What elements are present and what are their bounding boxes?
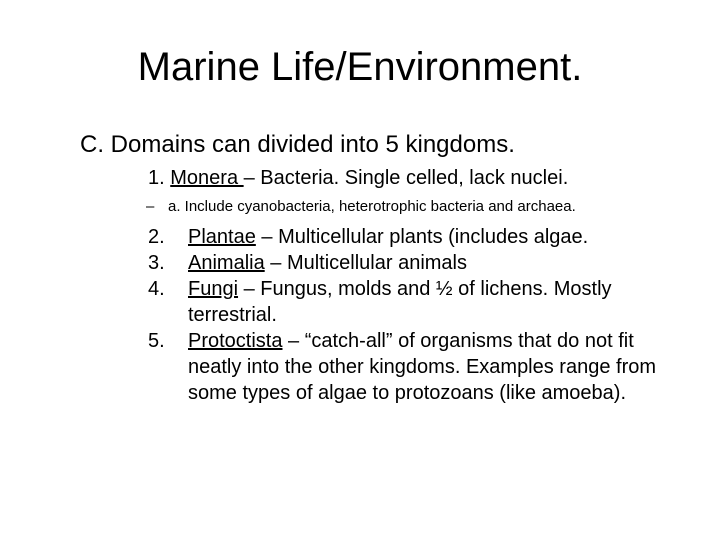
slide-title: Marine Life/Environment. [137,45,583,89]
kingdom-name-fungi: Fungi [188,278,239,300]
sub-item-monera-a [146,197,576,217]
section-heading: C. Domains can divided into 5 kingdoms. [80,131,515,158]
list-item-monera [148,165,568,191]
kingdom-name-animalia: Animalia [188,252,265,274]
kingdom-name-plantae: Plantae [188,226,256,248]
list-item-animalia [148,250,688,276]
item-description: – Fungus, molds and ½ of lichens. Mostly terrestrial. [188,278,612,326]
kingdom-name-protoctista: Protoctista [188,330,283,352]
dash-bullet: – [146,198,155,215]
kingdom-list [148,224,688,406]
item-number: 1. [148,167,165,189]
item-number: 4. [148,278,165,300]
list-item-protoctista [148,328,688,406]
item-description: – Bacteria. Single celled, lack nuclei. [243,167,569,189]
sub-item-text: a. Include cyanobacteria, heterotrophic bacteria and archaea. [168,198,576,215]
item-number: 5. [148,330,165,352]
item-description: – “catch-all” of organisms that do not fit neatly into the other kingdoms. Examples range from some types of algae to protozoans (like amoeba). [188,330,657,404]
list-item-plantae [148,224,688,250]
item-number: 3. [148,252,165,274]
item-number: 2. [148,226,165,248]
item-description: – Multicellular plants (includes algae. [255,226,589,248]
list-item-fungi [148,276,688,328]
kingdom-name-monera: Monera [170,167,244,189]
item-description: – Multicellular animals [264,252,467,274]
